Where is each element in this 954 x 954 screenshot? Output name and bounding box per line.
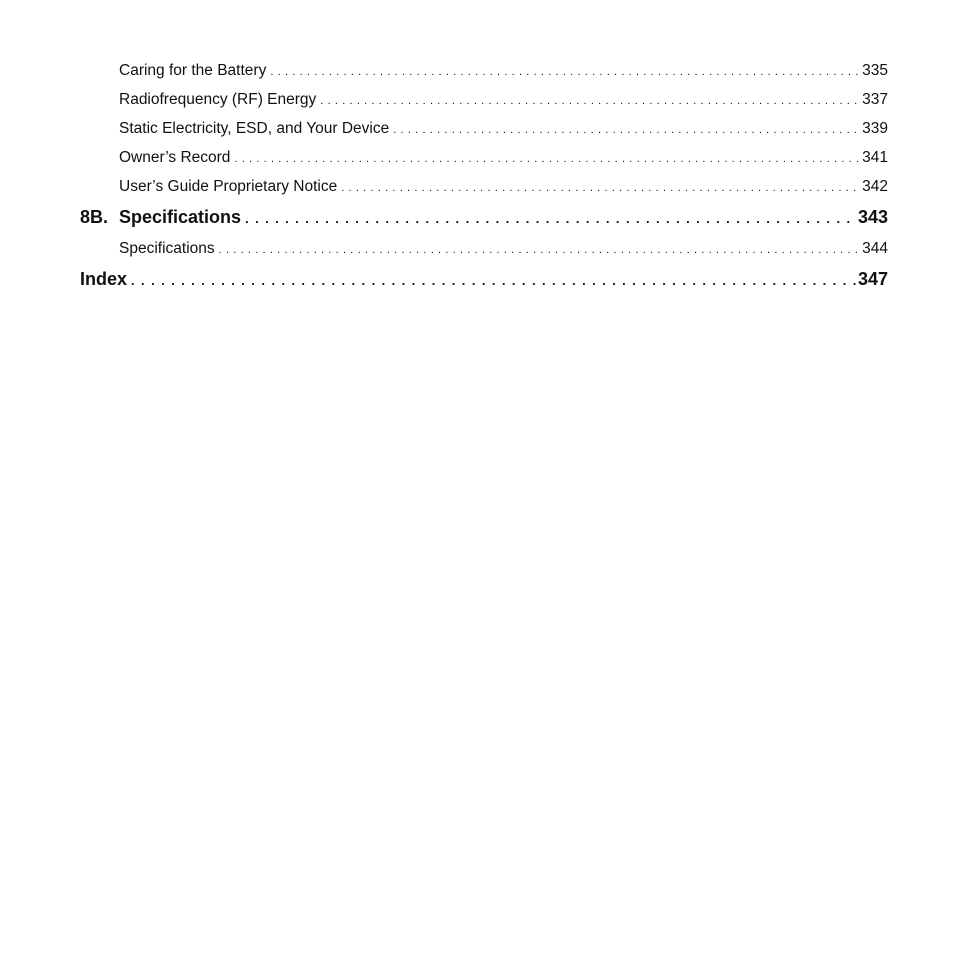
toc-entry-title: Static Electricity, ESD, and Your Device <box>119 120 390 137</box>
toc-entry-title: Caring for the Battery <box>119 62 267 79</box>
dot-leader <box>341 177 860 199</box>
toc-entry-page: 335 <box>862 62 888 79</box>
dot-leader <box>393 119 860 141</box>
toc-section-title: Specifications <box>119 207 242 227</box>
toc-section-index[interactable] <box>80 267 888 300</box>
dot-leader <box>320 90 860 112</box>
toc-section-8b-specifications[interactable] <box>80 205 888 238</box>
toc-entry-owners-record[interactable] <box>119 147 888 176</box>
dot-leader <box>219 239 860 261</box>
dot-leader <box>270 61 860 83</box>
toc-section-title: Index <box>80 269 128 289</box>
toc-entry-specifications[interactable] <box>119 238 888 267</box>
toc-entry-rf-energy[interactable] <box>119 89 888 118</box>
toc-entry-page: 339 <box>862 120 888 137</box>
toc-entry-title: Owner’s Record <box>119 149 231 166</box>
toc-section-heading <box>80 205 245 229</box>
dot-leader <box>131 269 856 293</box>
toc-entry-page: 344 <box>862 240 888 257</box>
toc-entry-title: Radiofrequency (RF) Energy <box>119 91 317 108</box>
toc-entry-proprietary-notice[interactable] <box>119 176 888 205</box>
toc-entry-title: User’s Guide Proprietary Notice <box>119 178 338 195</box>
toc-entry-page: 337 <box>862 91 888 108</box>
table-of-contents <box>80 60 888 300</box>
toc-entry-page: 342 <box>862 178 888 195</box>
toc-entry-static-electricity[interactable] <box>119 118 888 147</box>
toc-entry-title: Specifications <box>119 240 215 257</box>
dot-leader <box>234 148 860 170</box>
toc-entry-caring-for-battery[interactable] <box>119 60 888 89</box>
toc-entry-page: 341 <box>862 149 888 166</box>
toc-section-number: 8B. <box>80 207 109 227</box>
dot-leader <box>245 207 856 231</box>
toc-section-page: 347 <box>857 269 888 289</box>
toc-section-page: 343 <box>857 207 888 227</box>
